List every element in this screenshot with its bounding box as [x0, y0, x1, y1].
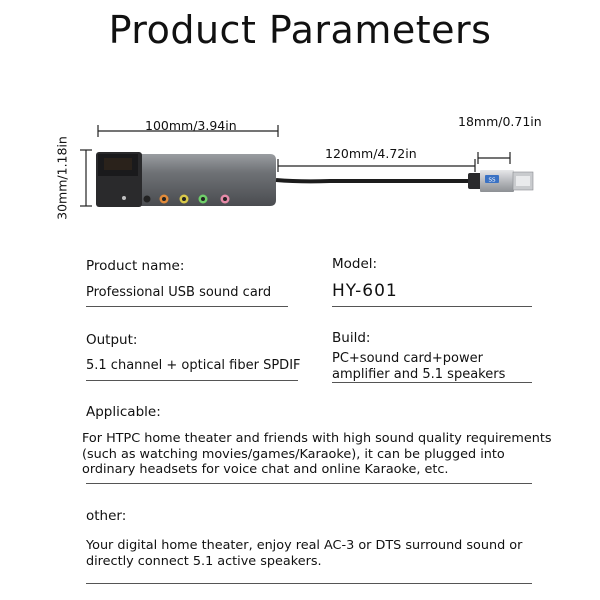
plug-dimension-line	[478, 152, 510, 164]
build-value: PC+sound card+power amplifier and 5.1 speakers	[332, 351, 506, 382]
divider	[86, 380, 298, 381]
model-label: Model:	[332, 256, 378, 272]
divider	[86, 306, 288, 307]
port-optical-icon	[144, 196, 151, 203]
plug-dimension-label: 18mm/0.71in	[458, 114, 542, 129]
length-dimension-label: 100mm/3.94in	[145, 118, 237, 133]
usb-badge-text: SS	[488, 177, 496, 184]
product-name-label: Product name:	[86, 258, 185, 274]
applicable-label: Applicable:	[86, 404, 161, 420]
divider	[332, 306, 532, 307]
height-dimension-label: 30mm/1.18in	[54, 136, 70, 220]
usb-plug	[468, 170, 533, 192]
applicable-value: For HTPC home theater and friends with high sound quality requirements (such as watching movies/games/Karaoke), it can be plugged into ordinary headsets for voice chat and online Karaoke, etc.	[82, 431, 552, 477]
usb-cable	[276, 180, 470, 181]
cable-dimension-label: 120mm/4.72in	[325, 146, 417, 161]
model-value: HY-601	[332, 281, 398, 301]
build-label: Build:	[332, 330, 371, 346]
page-title: Product Parameters	[108, 8, 492, 52]
product-name-value: Professional USB sound card	[86, 285, 272, 300]
other-value: Your digital home theater, enjoy real AC-3 or DTS surround sound or directly connect 5.1 active speakers.	[86, 538, 523, 569]
divider	[86, 583, 532, 584]
other-label: other:	[86, 508, 127, 524]
height-dimension-line	[80, 150, 92, 206]
output-value: 5.1 channel + optical fiber SPDIF	[86, 358, 301, 373]
output-label: Output:	[86, 332, 138, 348]
divider	[332, 382, 532, 383]
divider	[86, 483, 532, 484]
